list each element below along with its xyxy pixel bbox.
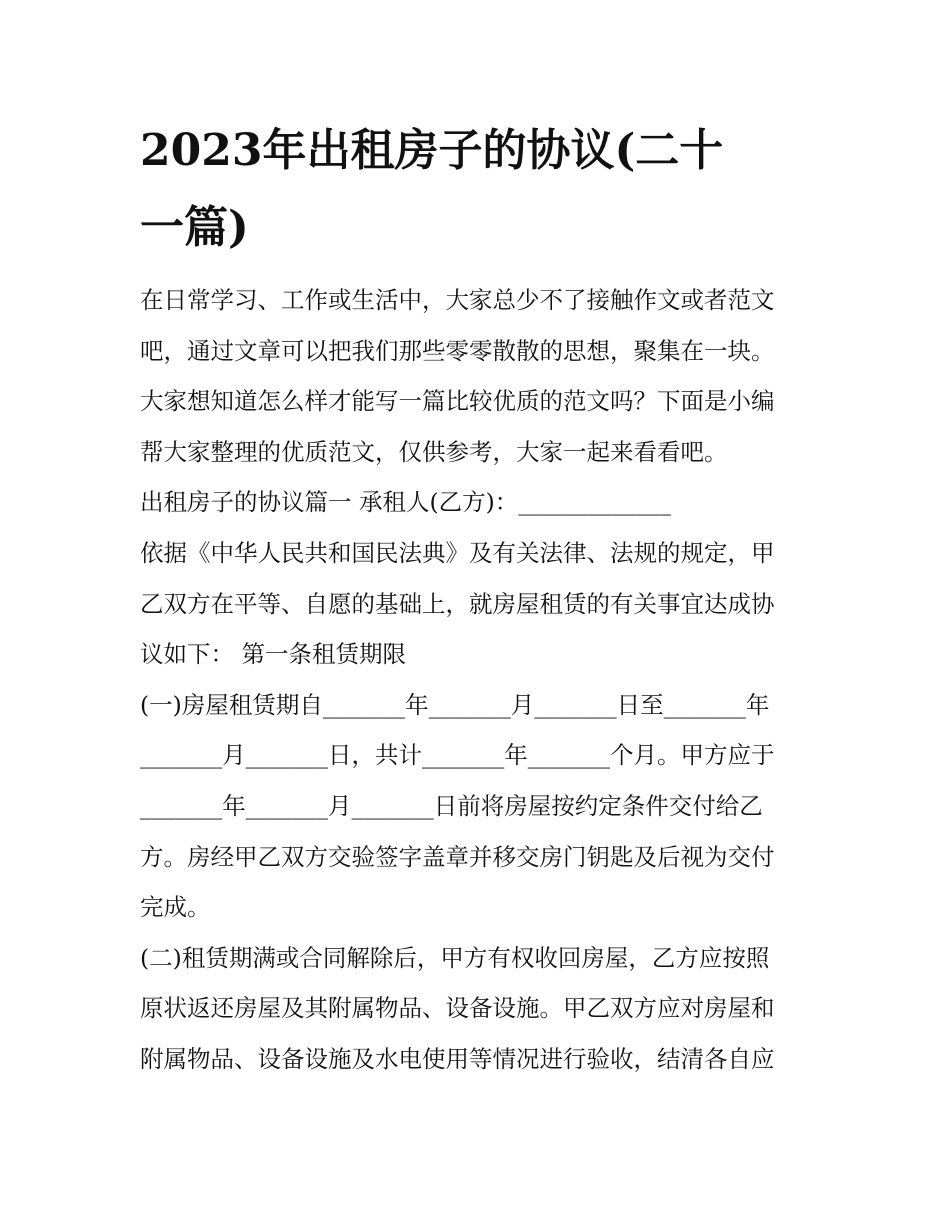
title-line: 2023年出租房子的协议(二十 [140,125,724,176]
text-line: 出租房子的协议篇一 承租人(乙方)：_____________ [140,488,672,517]
text-line: 原状返还房屋及其附属物品、设备设施。甲乙双方应对房屋和 [140,994,775,1023]
text-line: (一)房屋租赁期自_______年_______月_______日至_______年 [140,690,770,719]
text-line: _______月_______日，共计_______年_______个月。甲方应于 [140,741,775,770]
document-title [140,112,820,266]
text-line: 依据《中华人民共和国民法典》及有关法律、法规的规定，甲 [140,538,775,567]
text-line: 乙双方在平等、自愿的基础上，就房屋租赁的有关事宜达成协 [140,589,775,618]
text-line: 完成。 [140,893,211,922]
text-line: 帮大家整理的优质范文，仅供参考，大家一起来看看吧。 [140,437,728,466]
title-line: 一篇) [140,202,249,253]
text-line: 在日常学习、工作或生活中，大家总少不了接触作文或者范文 [140,286,775,314]
text-line: 附属物品、设备设施及水电使用等情况进行验收，结清各自应 [140,1044,775,1073]
text-line: 议如下： 第一条租赁期限 [140,640,406,669]
document-body [140,275,830,1085]
text-line: _______年_______月_______日前将房屋按约定条件交付给乙 [140,791,763,820]
text-line: 大家想知道怎么样才能写一篇比较优质的范文吗？下面是小编 [140,387,775,416]
text-line: (二)租赁期满或合同解除后，甲方有权收回房屋，乙方应按照 [140,943,770,972]
text-line: 吧，通过文章可以把我们那些零零散散的思想，聚集在一块。 [140,336,775,365]
text-line: 方。房经甲乙双方交验签字盖章并移交房门钥匙及后视为交付 [140,842,775,871]
